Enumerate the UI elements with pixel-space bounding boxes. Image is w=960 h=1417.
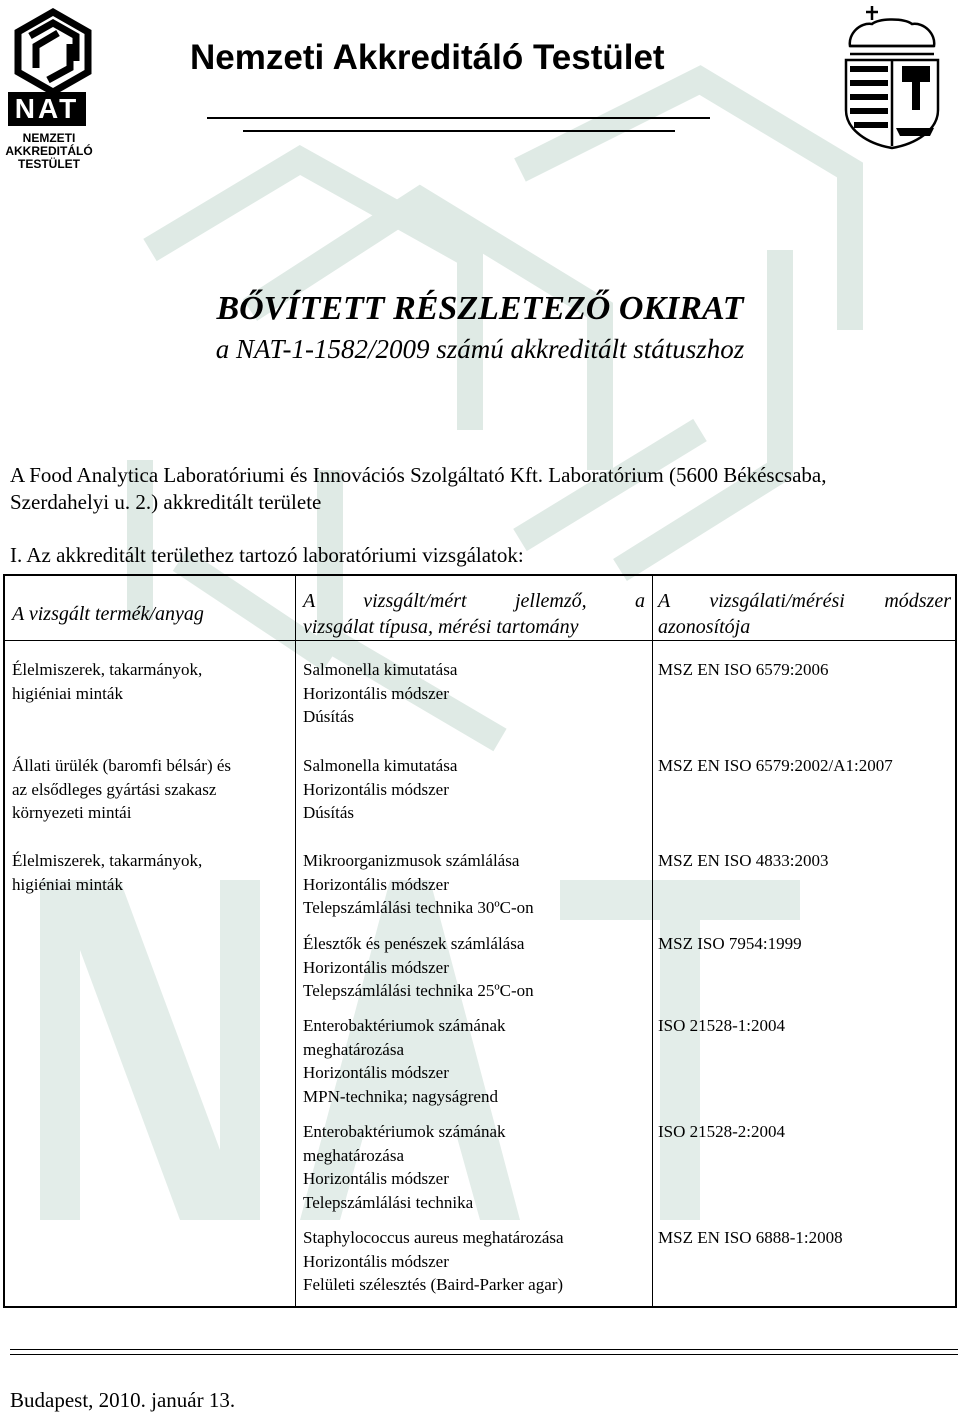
logo-caption-line: TESTÜLET [18,157,80,171]
cell-text: Telepszámlálási technika [303,1192,474,1212]
document-title: BŐVÍTETT RÉSZLETEZŐ OKIRAT [216,290,744,327]
cell-text: MSZ EN ISO 6579:2002/A1:2007 [658,756,893,775]
cell-text: MSZ EN ISO 6888-1:2008 [658,1228,843,1247]
cell-text: Élelmiszerek, takarmányok, [12,660,203,679]
footer-divider [10,1349,958,1350]
cell-text: Horizontális módszer [303,683,449,703]
intro-line: A Food Analytica Laboratóriumi és Innovációs Szolgáltató Kft. Laboratórium (5600 Békéscsaba, [10,463,827,487]
table-row-property [303,849,534,920]
cell-text: Felületi szélesztés (Baird-Parker agar) [303,1275,564,1294]
cell-text: Horizontális módszer [303,1063,449,1082]
header-product: A vizsgált termék/anyag [12,603,204,625]
footer-divider [10,1354,958,1355]
cell-text: Élelmiszerek, takarmányok, [12,851,203,870]
table-row-property [303,932,534,1003]
nat-logo-letters: NAT [8,92,86,126]
table-row-method [658,932,802,956]
cell-text: Élesztők és penészek számlálása [303,934,525,953]
table-row-method [658,1226,843,1250]
table-row-method [658,1120,785,1144]
cell-text: MSZ ISO 7954:1999 [658,934,802,953]
cell-text: az elsődleges gyártási szakasz [12,779,217,799]
cell-text: Enterobaktériumok számának [303,1122,506,1141]
tests-table [3,574,957,1308]
table-row-method [658,658,828,682]
header-row-divider [5,640,955,641]
header-method-line2: azonosítója [658,616,751,638]
header-property-line2: vizsgálat típusa, mérési tartomány [303,616,579,638]
column-divider [295,576,296,1306]
cell-text: Horizontális módszer [303,1169,449,1188]
cell-text: környezeti mintái [12,803,132,822]
cell-text: Salmonella kimutatása [303,756,458,775]
cell-text: Horizontális módszer [303,1251,449,1271]
table-row-property [303,754,457,825]
cell-text: higiéniai minták [12,874,123,894]
cell-text: MSZ EN ISO 4833:2003 [658,851,829,870]
organization-title: Nemzeti Akkreditáló Testület [190,38,665,77]
cell-text: Horizontális módszer [303,957,449,977]
nat-logo [8,6,100,176]
cell-text: Dúsítás [303,803,354,822]
table-row-method [658,754,893,778]
cell-text: Telepszámlálási technika 25ºC-on [303,981,534,1000]
cell-text: Horizontális módszer [303,874,449,894]
table-row-method [658,1014,785,1038]
cell-text: Enterobaktériumok számának [303,1016,506,1035]
cell-text: Salmonella kimutatása [303,660,458,679]
nat-logo-star-icon [8,6,98,96]
intro-line: Szerdahelyi u. 2.) akkreditált területe [10,490,322,514]
cell-text: MPN-technika; nagyságrend [303,1086,498,1106]
intro-paragraph [10,462,950,516]
header-method-line1: A vizsgálati/mérési módszer [658,590,951,612]
cell-text: Telepszámlálási technika 30ºC-on [303,898,534,917]
table-row-property [303,1120,506,1214]
cell-text: Horizontális módszer [303,779,449,799]
cell-text: Mikroorganizmusok számlálása [303,851,520,870]
table-row-property [303,1014,506,1108]
document-subtitle: a NAT-1-1582/2009 számú akkreditált státuszhoz [215,334,745,364]
header-divider [243,130,675,132]
table-row-product [12,754,231,825]
cell-text: ISO 21528-2:2004 [658,1122,786,1141]
document-date: Budapest, 2010. január 13. [10,1388,236,1412]
cell-text: higiéniai minták [12,683,123,703]
cell-text: ISO 21528-1:2004 [658,1016,786,1035]
table-row-method [658,849,828,873]
coat-of-arms-icon [836,0,948,150]
cell-text: meghatározása [303,1145,404,1165]
cell-text: Dúsítás [303,707,354,726]
cell-text: Staphylococcus aureus meghatározása [303,1228,564,1247]
cell-text: meghatározása [303,1039,404,1059]
cell-text: MSZ EN ISO 6579:2006 [658,660,829,679]
logo-caption-line: NEMZETI [22,131,76,145]
table-row-property [303,658,457,729]
table-row-property [303,1226,564,1297]
table-row-product [12,849,202,896]
table-row-product [12,658,202,705]
column-divider [652,576,653,1306]
logo-caption-line: AKKREDITÁLÓ [5,144,93,158]
cell-text: Állati ürülék (baromfi bélsár) és [12,756,232,775]
section-heading: I. Az akkreditált területhez tartozó laboratóriumi vizsgálatok: [10,543,524,567]
header-property-line1: A vizsgált/mért jellemző, a [303,590,645,612]
header-divider [207,117,710,119]
